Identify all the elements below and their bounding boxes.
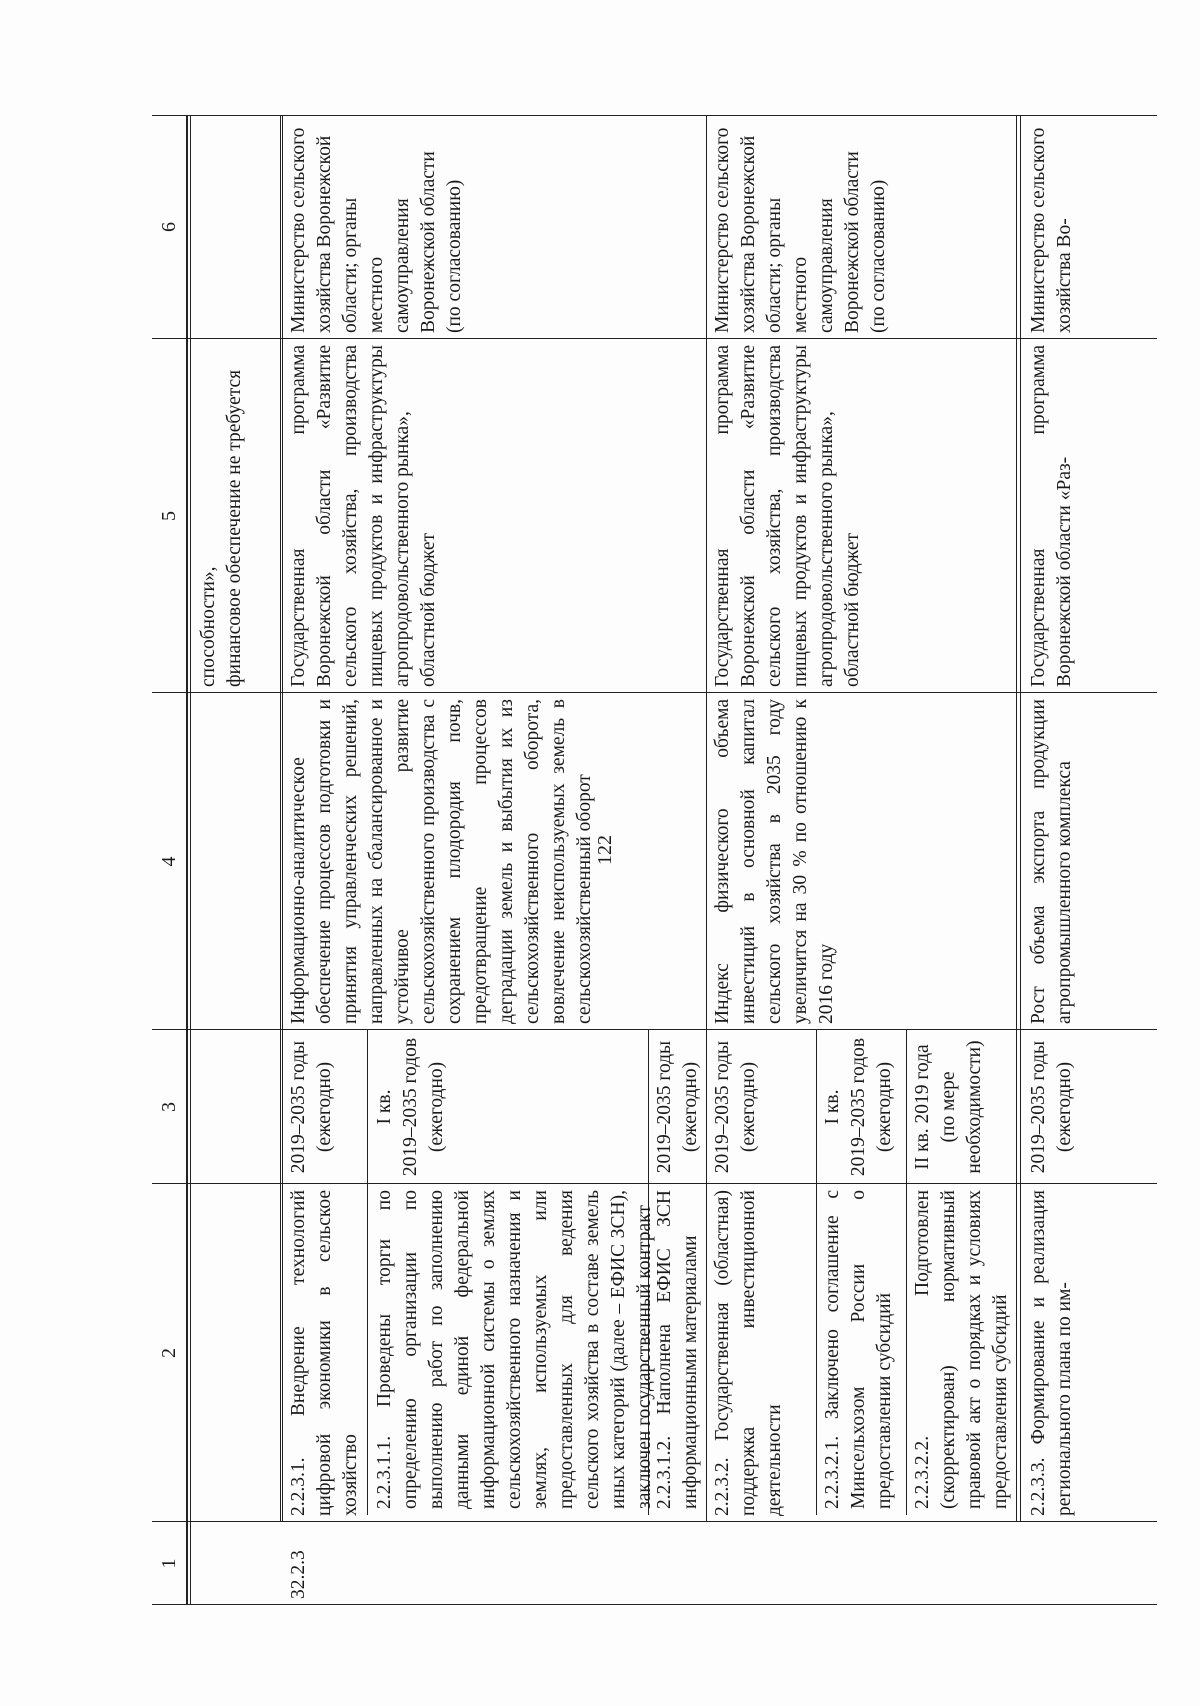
header-col-4: 4 (158, 856, 180, 867)
item-22312-col2: 2.2.3.1.2. Наполнена ЕФИС ЗСН информационными материалами (654, 1190, 701, 1509)
header-col-3: 3 (158, 1102, 180, 1112)
item-2232-col4: Индекс физического объема инвестиций в основной капитал сельского хозяйства в 2035 году увеличится на 30 % по отношению к 2016 году (712, 699, 837, 1024)
item-22311-col3-quarter: I кв. (374, 1089, 395, 1125)
page-number: 122 (594, 835, 616, 865)
header-col-2: 2 (158, 1348, 180, 1358)
row-line-22322 (1016, 115, 1017, 1522)
row-number: 32.2.3 (288, 1550, 309, 1599)
item-2232-col2: 2.2.3.2. Государственная (областная) поддержка инвестиционной деятельности (712, 1190, 785, 1516)
row-line-22322-b (1020, 115, 1021, 1522)
item-2232-col5 (710, 339, 1014, 693)
item-2232-col5-program: Государственная программа Воронежской области «Развитие сельского хозяйства, производства пищевых продуктов и инфраструктуры агропродовольственного рынка», (712, 345, 837, 687)
item-22321-col3-quarter: I кв. (822, 1089, 843, 1125)
item-2233-col4: Рост объема экспорта продукции агропромышленного комплекса (1028, 699, 1075, 1024)
item-2233-col5: Государственная программа Воронежской области «Раз- (1028, 345, 1075, 687)
header-col-5: 5 (158, 511, 180, 521)
header-col-1: 1 (158, 1558, 180, 1569)
header-col-6: 6 (158, 222, 180, 232)
continuation-col5-line1: способности», (198, 566, 219, 687)
item-2233-col6: Министерство сельского хозяйства Во- (1028, 127, 1075, 333)
item-22311-col2: 2.2.3.1.1. Проведены торги по определению организации по выполнению работ по заполнению данными единой федеральной информационной системы о землях сельскохозяйственного назначения и землях, используемых или предоставленных для ведения сельского хозяйства в составе земель иных категорий (далее – ЕФИС ЗСН), заключен государственный контракт (374, 1190, 655, 1509)
item-2231-col5-budget: областной бюджет (418, 532, 439, 687)
item-2231-col2: 2.2.3.1. Внедрение технологий цифровой экономики в сельское хозяйство (288, 1190, 361, 1516)
item-22311-col3-period: 2019–2035 годов (ежегодно) (400, 1037, 447, 1177)
item-22321-col3-period: 2019–2035 годов (ежегодно) (848, 1037, 895, 1177)
item-22321-col2: 2.2.3.2.1. Заключено соглашение с Минсельхозом России о предоставлении субсидий (822, 1190, 895, 1509)
item-2231-col5 (286, 339, 704, 693)
row-line-22321 (906, 1030, 907, 1515)
row-line-22312 (706, 115, 707, 1522)
item-2232-col6: Министерство сельского хозяйства Воронежской области; органы местного самоуправления Воронежской области (по согласованию) (712, 127, 889, 333)
row-line-continuation-b (282, 115, 283, 1522)
item-2232-col5-budget: областной бюджет (842, 532, 863, 687)
item-2231-col3: 2019–2035 годы (ежегодно) (288, 1040, 335, 1174)
item-22312-col3: 2019–2035 годы (ежегодно) (654, 1040, 701, 1174)
item-2231-col4: Информационно-аналитическое обеспечение процессов подготовки и принятия управленческих решений, направленных на сбалансированное и устойчивое развитие сельскохозяйственного производства с сохранением плодородия почв, предотвращение процессов деградации земель и выбытия их из сельскохозяйственного оборота, вовлечение неиспользуемых земель в сельскохозяйственный оборот (288, 699, 595, 1024)
row-line-2232 (816, 1030, 817, 1515)
continuation-col5 (196, 339, 278, 693)
item-22322-col2: 2.2.3.2.2. Подготовлен (скорректирован) нормативный правовой акт о порядках и условиях предоставления субсидий (912, 1190, 1011, 1509)
item-22322-col3: II кв. 2019 года (по мере необходимости) (912, 1040, 985, 1174)
item-2231-col5-program: Государственная программа Воронежской области «Развитие сельского хозяйства, производства пищевых продуктов и инфраструктуры агропродовольственного рынка», (288, 345, 413, 687)
item-22311-col3 (372, 1030, 472, 1184)
item-2233-col2: 2.2.3.3. Формирование и реализация регионального плана по им- (1028, 1190, 1075, 1516)
item-2233-col3: 2019–2035 годы (ежегодно) (1028, 1040, 1075, 1174)
row-line-continuation (280, 115, 281, 1522)
continuation-col5-line2: финансовое обеспечение не требуется (224, 369, 245, 687)
row-line-2231 (367, 1030, 368, 1515)
item-2232-col3: 2019–2035 годы (ежегодно) (712, 1040, 759, 1174)
rotated-table (152, 115, 1157, 1605)
item-22321-col3 (820, 1030, 904, 1184)
item-2231-col6: Министерство сельского хозяйства Воронежской области; органы местного самоуправления Воронежской области (по согласованию) (288, 127, 465, 333)
